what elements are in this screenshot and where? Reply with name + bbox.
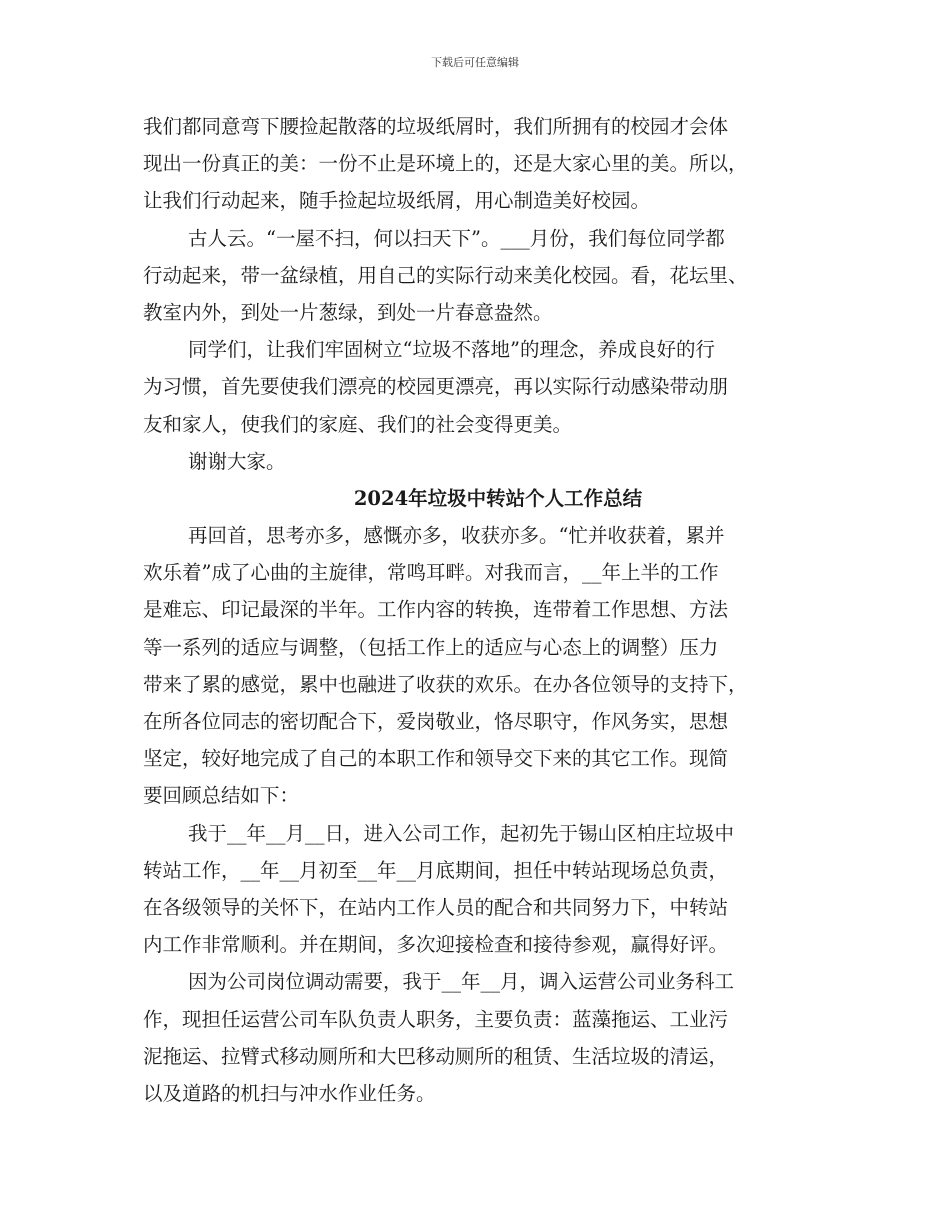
- text-line: 教室内外，到处一片葱绿，到处一片春意盎然。: [143, 300, 553, 324]
- text-line: 古人云。“一屋不扫，何以扫天下”。___月份，我们每位同学都: [188, 226, 725, 250]
- text-line: 转站工作，__年__月初至__年__月底期间，担任中转站现场总负责，: [143, 858, 729, 882]
- text-line: 带来了累的感觉，累中也融进了收获的欢乐。在办各位领导的支持下，: [143, 672, 748, 696]
- text-line: 我于__年__月__日，进入公司工作，起初先于锡山区柏庄垃圾中: [188, 821, 735, 845]
- text-line: 让我们行动起来，随手捡起垃圾纸屑，用心制造美好校园。: [143, 189, 651, 213]
- section-title: 2024年垃圾中转站个人工作总结: [353, 486, 643, 510]
- page-header: 下载后可任意编辑: [431, 56, 519, 69]
- text-line: 为习惯，首先要使我们漂亮的校园更漂亮，再以实际行动感染带动朋: [143, 375, 729, 399]
- text-line: 行动起来，带一盆绿植，用自己的实际行动来美化校园。看，花坛里、: [143, 263, 748, 287]
- document-body: [143, 108, 823, 1112]
- text-line: 欢乐着”成了心曲的主旋律，常鸣耳畔。对我而言，__年上半的工作: [143, 561, 719, 585]
- text-line: 在各级领导的关怀下，在站内工作人员的配合和共同努力下，中转站: [143, 895, 729, 919]
- text-line: 作，现担任运营公司车队负责人职务，主要负责：蓝藻拖运、工业污: [143, 1007, 729, 1031]
- text-line: 坚定，较好地完成了自己的本职工作和领导交下来的其它工作。现简: [143, 747, 729, 771]
- text-line: 泥拖运、拉臂式移动厕所和大巴移动厕所的租赁、生活垃圾的清运，: [143, 1044, 729, 1068]
- text-line: 友和家人，使我们的家庭、我们的社会变得更美。: [143, 412, 573, 436]
- text-line: 在所各位同志的密切配合下，爱岗敬业，恪尽职守，作风务实，思想: [143, 710, 729, 733]
- text-line: 现出一份真正的美：一份不止是环境上的，还是大家心里的美。所以，: [143, 152, 748, 176]
- text-line: 以及道路的机扫与冲水作业任务。: [143, 1081, 436, 1105]
- text-line: 是难忘、印记最深的半年。工作内容的转换，连带着工作思想、方法: [143, 598, 729, 622]
- text-line: 因为公司岗位调动需要，我于__年__月，调入运营公司业务科工: [188, 970, 735, 994]
- text-line: 同学们，让我们牢固树立“垃圾不落地”的理念，养成良好的行: [188, 338, 715, 362]
- text-line: 等一系列的适应与调整，（包括工作上的适应与心态上的调整）压力: [143, 635, 719, 659]
- text-line: 我们都同意弯下腰捡起散落的垃圾纸屑时，我们所拥有的校园才会体: [143, 115, 729, 138]
- text-line: 要回顾总结如下：: [143, 784, 300, 808]
- text-line: 谢谢大家。: [188, 449, 286, 473]
- text-line: 再回首，思考亦多，感慨亦多，收获亦多。“忙并收获着，累并: [188, 524, 725, 548]
- text-line: 内工作非常顺利。并在期间，多次迎接检查和接待参观，赢得好评。: [143, 933, 729, 957]
